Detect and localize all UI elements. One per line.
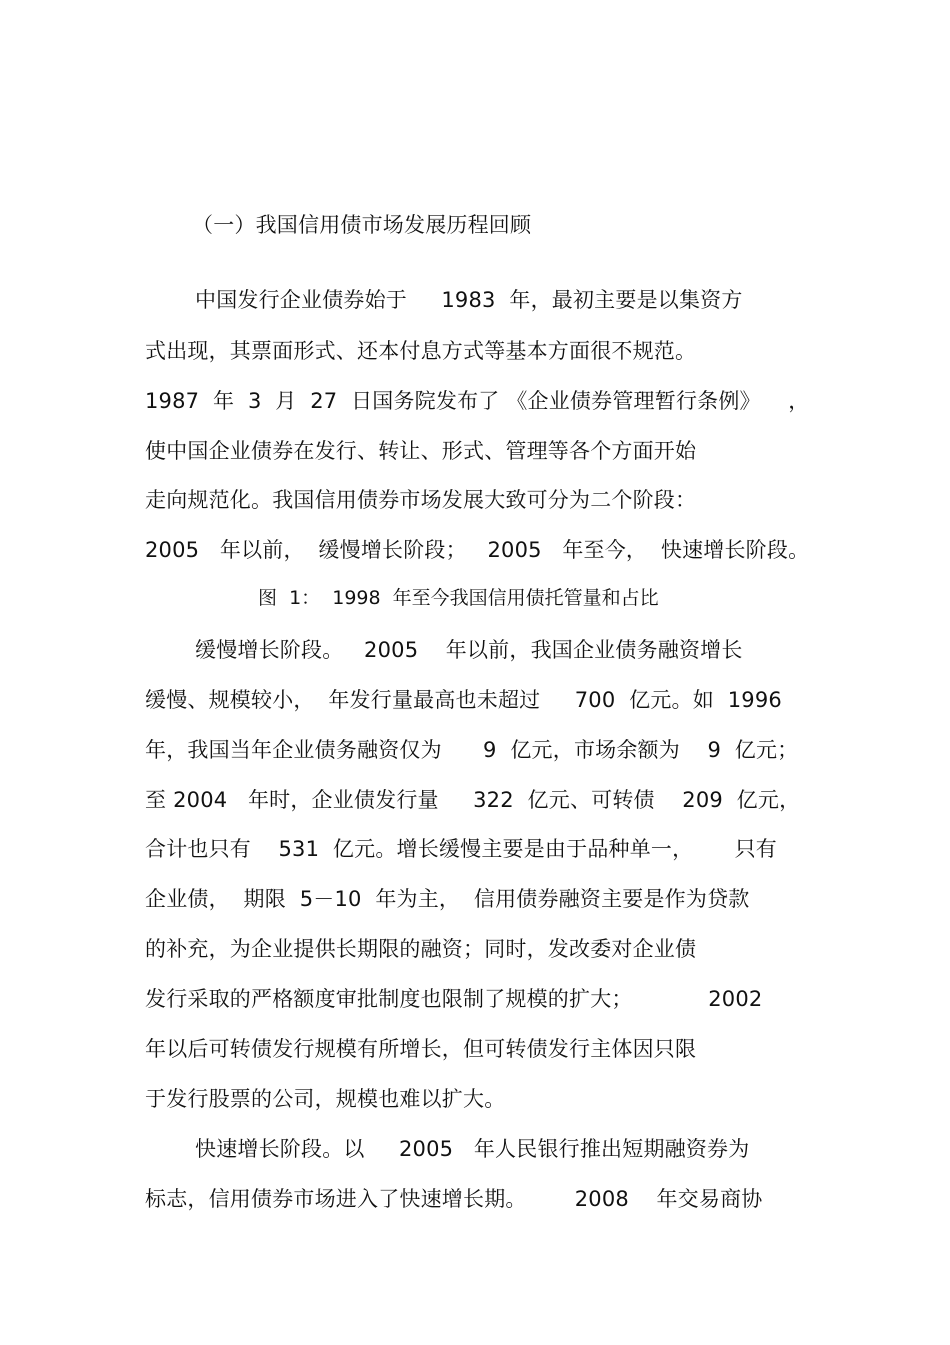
figure-caption: 图 1： 1998 年至今我国信用债托管量和占比 [258,587,659,609]
paragraph-3-line-1: 快速增长阶段。以 2005 年人民银行推出短期融资券为 [195,1137,750,1161]
paragraph-2-line-4: 至 2004 年时，企业债发行量 322 亿元、可转债 209 亿元， [145,788,801,812]
paragraph-2-line-8: 发行采取的严格额度审批制度也限制了规模的扩大； 2002 [145,987,763,1011]
paragraph-3-line-2: 标志，信用债券市场进入了快速增长期。 2008 年交易商协 [145,1187,763,1211]
paragraph-1-line-4: 使中国企业债券在发行、转让、形式、管理等各个方面开始 [145,439,697,463]
paragraph-2-line-2: 缓慢、规模较小， 年发行量最高也未超过 700 亿元。如 1996 [145,688,782,712]
section-heading: （一）我国信用债市场发展历程回顾 [192,213,532,237]
paragraph-1-line-5: 走向规范化。我国信用债券市场发展大致可分为二个阶段： [145,488,697,512]
paragraph-2-line-3: 年，我国当年企业债务融资仅为 9 亿元，市场余额为 9 亿元； [145,738,799,762]
paragraph-2-line-10: 于发行股票的公司，规模也难以扩大。 [145,1087,506,1111]
paragraph-2-line-9: 年以后可转债发行规模有所增长，但可转债发行主体因只限 [145,1037,697,1061]
paragraph-1-line-3: 1987 年 3 月 27 日国务院发布了 《企业债券管理暂行条例》 ， [145,389,810,413]
paragraph-2-line-6: 企业债， 期限 5－10 年为主， 信用债券融资主要是作为贷款 [145,887,750,911]
paragraph-1-line-1: 中国发行企业债券始于 1983 年，最初主要是以集资方 [195,288,743,312]
paragraph-2-line-5: 合计也只有 531 亿元。增长缓慢主要是由于品种单一， 只有 [145,837,777,861]
paragraph-1-line-2: 式出现，其票面形式、还本付息方式等基本方面很不规范。 [145,339,697,363]
paragraph-1-line-6: 2005 年以前， 缓慢增长阶段； 2005 年至今， 快速增长阶段。 [145,538,810,562]
paragraph-2-line-7: 的补充，为企业提供长期限的融资；同时，发改委对企业债 [145,937,697,961]
paragraph-2-line-1: 缓慢增长阶段。 2005 年以前，我国企业债务融资增长 [195,638,743,662]
